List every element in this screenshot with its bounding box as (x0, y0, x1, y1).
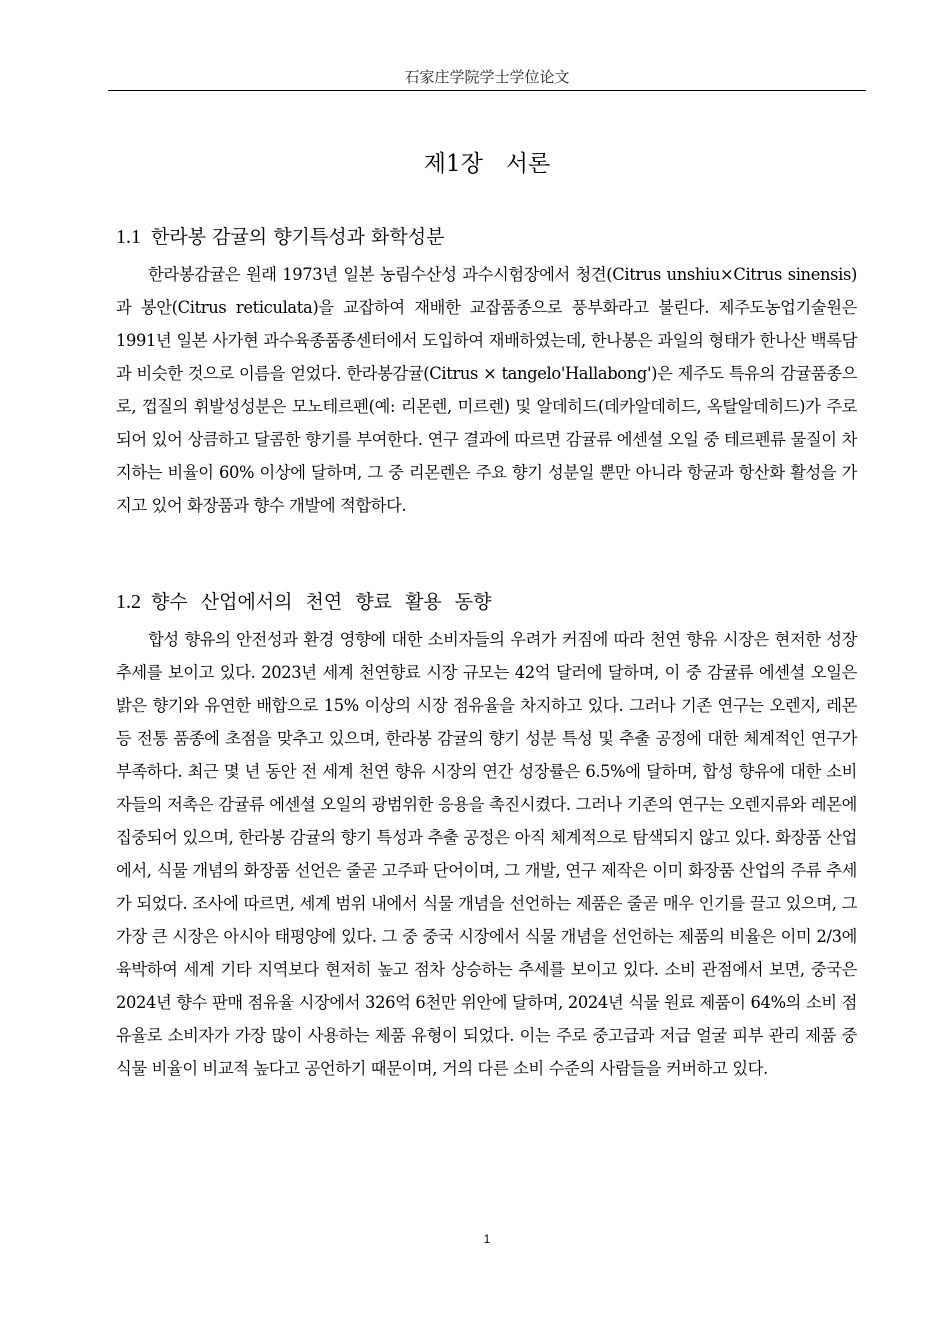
section-1-1-paragraph: 한라봉감귤은 원래 1973년 일본 농림수산성 과수시험장에서 청견(Citrus unshiu×Citrus sinensis)과 봉안(Citrus reticulata)을 교잡하여 재배한 교잡품종으로 풍부화라고 불린다. 제주도농업기술원은 1991년 일본 사가현 과수육종품종센터에서 도입하여 재배하였는데, 한나봉은 과일의 형태가 한나산 백록담과 비슷한 것으로 이름을 얻었다. 한라봉감귤(Citrus × tangelo'Hallabong')은 제주도 특유의 감귤품종으로, 껍질의 휘발성성분은 모노테르펜(예: 리몬렌, 미르렌) 및 알데히드(데카알데히드, 옥탈알데히드)가 주로 되어 있어 상큼하고 달콤한 향기를 부여한다. 연구 결과에 따르면 감귤류 에센셜 오일 중 테르펜류 물질이 차지하는 비율이 60% 이상에 달하며, 그 중 리몬렌은 주요 향기 성분일 뿐만 아니라 항균과 항산화 활성을 가지고 있어 화장품과 향수 개발에 적합하다. (116, 265, 857, 515)
section-heading-1-2 (116, 587, 492, 614)
section-1-2-paragraph: 합성 향유의 안전성과 환경 영향에 대한 소비자들의 우려가 커짐에 따라 천연 향유 시장은 현저한 성장 추세를 보이고 있다. 2023년 세계 천연향료 시장 규모는 42억 달러에 달하며, 이 중 감귤류 에센셜 오일은 밝은 향기와 유연한 배합으로 15% 이상의 시장 점유율을 차지하고 있다. 그러나 기존 연구는 오렌지, 레몬 등 전통 품종에 초점을 맞추고 있으며, 한라봉 감귤의 향기 성분 특성 및 추출 공정에 대한 체계적인 연구가 부족하다. 최근 몇 년 동안 전 세계 천연 향유 시장의 연간 성장률은 6.5%에 달하며, 합성 향유에 대한 소비자들의 저촉은 감귤류 에센셜 오일의 광범위한 응용을 촉진시켰다. 그러나 기존의 연구는 오렌지류와 레몬에 집중되어 있으며, 한라봉 감귤의 향기 특성과 추출 공정은 아직 체계적으로 탐색되지 않고 있다. 화장품 산업에서, 식물 개념의 화장품 선언은 줄곧 고주파 단어이며, 그 개발, 연구 제작은 이미 화장품 산업의 주류 추세가 되었다. 조사에 따르면, 세계 범위 내에서 식물 개념을 선언하는 제품은 줄곧 매우 인기를 끌고 있으며, 그 가장 큰 시장은 아시아 태평양에 있다. 그 중 중국 시장에서 식물 개념을 선언하는 제품의 비율은 이미 2/3에 육박하여 세계 기타 지역보다 현저히 높고 점차 상승하는 추세를 보이고 있다. 소비 관점에서 보면, 중국은 2024년 향수 판매 점유율 시장에서 326억 6천만 위안에 달하며, 2024년 식물 원료 제품이 64%의 소비 점유율로 소비자가 가장 많이 사용하는 제품 유형이 되었다. 이는 주로 중고급과 저급 얼굴 피부 관리 제품 중 식물 비율이 비교적 높다고 공언하기 때문이며, 거의 다른 소비 수준의 사람들을 커버하고 있다. (116, 630, 857, 1078)
chapter-title: 제1장 서론 (423, 151, 551, 177)
section-number: 1.2 (116, 591, 141, 613)
header-divider (108, 90, 866, 91)
section-heading-1-1 (116, 222, 444, 249)
running-header: 石家庄学院学士学位论文 (404, 68, 570, 86)
section-number: 1.1 (116, 226, 141, 248)
page-number: 1 (483, 1232, 491, 1246)
section-title: 향수 산업에서의 천연 향료 활용 동향 (151, 591, 492, 613)
section-title: 한라봉 감귤의 향기특성과 화학성분 (151, 226, 445, 248)
